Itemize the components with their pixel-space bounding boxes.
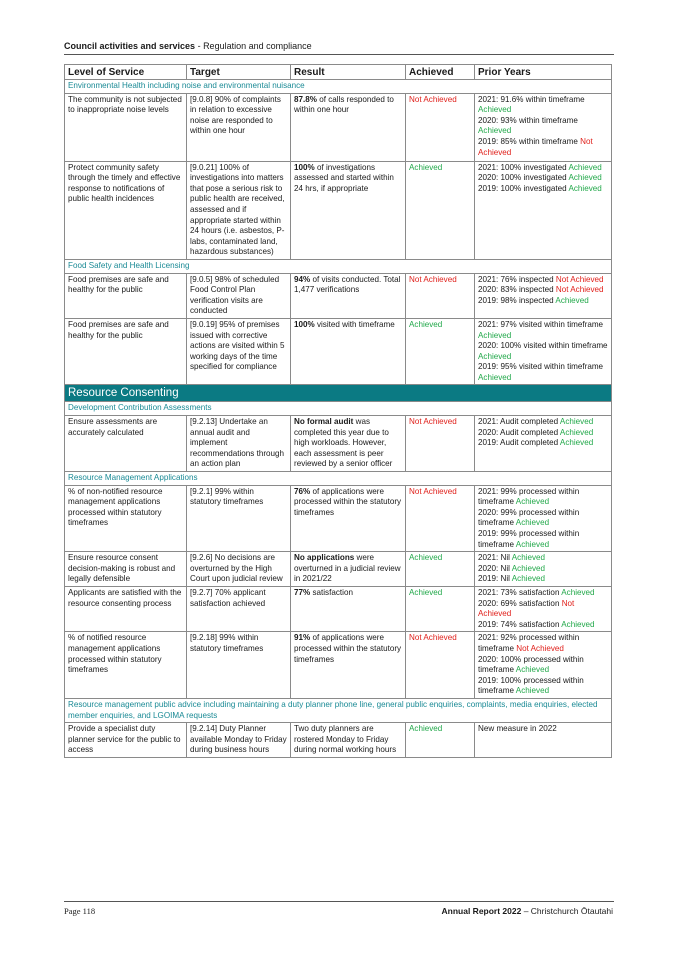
prior-year-text: 2021: Nil — [478, 553, 510, 563]
table-row — [65, 273, 612, 318]
target: [9.2.1] 99% within statutory timeframes — [187, 485, 291, 552]
result-text: of applications were processed within the statutory timeframes — [294, 486, 402, 517]
table-row — [65, 632, 612, 699]
result-value: 76% — [294, 486, 311, 496]
target: [9.2.13] Undertake an annual audit and implement recommendations through an action plan — [187, 416, 291, 472]
prior-years — [475, 93, 612, 161]
target: [9.2.7] 70% applicant satisfaction achieved — [187, 586, 291, 631]
result — [291, 485, 406, 552]
prior-years — [475, 632, 612, 699]
prior-year-text: 2019: 85% within timeframe — [478, 136, 578, 146]
section-row — [65, 472, 612, 486]
achieved-status: Achieved — [406, 586, 475, 631]
result-value: 100% — [294, 319, 315, 329]
prior-year-status: Achieved — [511, 563, 546, 573]
achieved-status: Achieved — [406, 723, 475, 758]
level-of-service: % of notified resource management applications processed within statutory timeframes — [65, 632, 187, 699]
result — [291, 161, 406, 259]
result-text: of visits conducted. Total 1,477 verifications — [294, 274, 401, 295]
level-of-service: Food premises are safe and healthy for the public — [65, 273, 187, 318]
target: [9.2.6] No decisions are overturned by the High Court upon judicial review — [187, 552, 291, 587]
section-title: Food Safety and Health Licensing — [65, 259, 612, 273]
level-of-service: Applicants are satisfied with the resource consenting process — [65, 586, 187, 631]
prior-year-text: 2020: 93% within timeframe — [478, 115, 578, 125]
result — [291, 318, 406, 385]
prior-year-text: 2021: 92% processed within timeframe — [478, 633, 580, 653]
header-section: Council activities and services — [64, 41, 196, 51]
result — [291, 93, 406, 161]
category-band — [65, 385, 612, 402]
achieved-status: Achieved — [406, 552, 475, 587]
prior-year-text: 2019: 98% inspected — [478, 295, 554, 305]
prior-year-text: 2020: 69% satisfaction — [478, 598, 560, 608]
prior-years — [475, 552, 612, 587]
result-value: 94% — [294, 274, 311, 284]
prior-year-text: 2020: 100% visited within timeframe — [478, 341, 608, 351]
prior-years: New measure in 2022 — [475, 723, 612, 758]
prior-year-text: 2020: 100% processed within timeframe — [478, 654, 584, 675]
prior-year-text: 2019: 100% investigated — [478, 183, 567, 193]
report-name: Annual Report 2022 — [441, 906, 522, 916]
prior-year-status: Achieved — [559, 417, 594, 427]
prior-year-status: Achieved — [478, 126, 512, 136]
prior-year-text: 2019: 100% processed within timeframe — [478, 675, 584, 696]
level-of-service: Food premises are safe and healthy for the public — [65, 318, 187, 385]
prior-year-text: 2019: 74% satisfaction — [478, 619, 560, 629]
result-text: of calls responded to within one hour — [294, 94, 394, 115]
col-header-target: Target — [187, 65, 291, 80]
prior-year-text: 2021: 76% inspected — [478, 274, 554, 284]
prior-years — [475, 416, 612, 472]
prior-year-status: Achieved — [478, 105, 512, 115]
prior-year-text: 2021: 100% investigated — [478, 162, 567, 172]
col-header-prior-years: Prior Years — [475, 65, 612, 80]
level-of-service: Provide a specialist duty planner service for the public to access — [65, 723, 187, 758]
prior-year-text: 2019: 95% visited within timeframe — [478, 362, 604, 372]
section-title: Resource management public advice including maintaining a duty planner phone line, general public enquiries, complaints, media enquiries, elected member enquiries, and LGOIMA requests — [65, 698, 612, 722]
table-row — [65, 416, 612, 472]
table-row — [65, 723, 612, 758]
prior-years — [475, 318, 612, 385]
prior-years — [475, 273, 612, 318]
prior-year-status: Achieved — [568, 183, 602, 193]
result-text: of investigations assessed and started within 24 hrs, if appropriate — [294, 162, 394, 193]
report-title — [442, 906, 613, 916]
table-row — [65, 552, 612, 587]
achieved-status: Not Achieved — [406, 632, 475, 699]
prior-year-text: 2021: 73% satisfaction — [478, 587, 560, 597]
section-row — [65, 80, 612, 94]
target: [9.2.18] 99% within statutory timeframes — [187, 632, 291, 699]
achieved-status: Achieved — [406, 318, 475, 385]
prior-year-status: Achieved — [515, 539, 550, 549]
prior-year-status: Achieved — [478, 330, 512, 340]
header-rule — [64, 54, 614, 55]
table-row — [65, 318, 612, 385]
prior-year-text: 2020: 100% investigated — [478, 173, 567, 183]
col-header-result: Result — [291, 65, 406, 80]
prior-year-status: Achieved — [568, 162, 602, 172]
result-text: were overturned in a judicial review in 2021/22 — [294, 553, 401, 584]
category-title: Resource Consenting — [65, 385, 612, 402]
prior-year-text: 2019: Audit completed — [478, 438, 559, 448]
col-header-achieved: Achieved — [406, 65, 475, 80]
level-of-service: Ensure resource consent decision-making is robust and legally defensible — [65, 552, 187, 587]
result-text: was completed this year due to high workloads. However, each assessment is peer reviewed by a senior officer — [294, 417, 393, 469]
prior-year-status: Not Achieved — [555, 285, 604, 295]
prior-years — [475, 586, 612, 631]
prior-year-status: Achieved — [511, 553, 546, 563]
level-of-service: Protect community safety through the timely and effective response to notifications of public health incidences — [65, 161, 187, 259]
section-row — [65, 698, 612, 722]
prior-year-text: 2020: Audit completed — [478, 427, 559, 437]
result-value: No applications — [294, 553, 355, 563]
prior-year-text: 2020: 99% processed within timeframe — [478, 507, 580, 528]
result-value: No formal audit — [294, 417, 354, 427]
prior-year-status: Achieved — [515, 497, 550, 507]
section-title: Resource Management Applications — [65, 472, 612, 486]
result — [291, 273, 406, 318]
table-header-row — [65, 65, 612, 80]
target: [9.0.8] 90% of complaints in relation to excessive noise are responded to within one hour — [187, 93, 291, 161]
target: [9.0.19] 95% of premises issued with corrective actions are visited within 5 working days of the time specified for compliance — [187, 318, 291, 385]
prior-year-status: Achieved — [515, 686, 550, 696]
achieved-status: Not Achieved — [406, 485, 475, 552]
result — [291, 632, 406, 699]
page-header — [64, 41, 614, 52]
prior-year-status: Achieved — [568, 173, 602, 183]
footer-rule — [64, 901, 614, 902]
prior-year-status: Achieved — [561, 587, 595, 597]
table-row — [65, 485, 612, 552]
target: [9.0.21] 100% of investigations into matters that pose a serious risk to public health are received, assessed and if appropriate started within 24 hours (i.e. asbestos, P-labs, contaminated land, hazardous substances) — [187, 161, 291, 259]
achieved-status: Achieved — [406, 161, 475, 259]
prior-year-status: Achieved — [515, 665, 550, 675]
result-value: 100% — [294, 162, 315, 172]
performance-table — [64, 64, 612, 758]
result: Two duty planners are rostered Monday to Friday during normal working hours — [291, 723, 406, 758]
prior-year-status: Not Achieved — [478, 136, 593, 157]
achieved-status: Not Achieved — [406, 93, 475, 161]
result — [291, 552, 406, 587]
col-header-level: Level of Service — [65, 65, 187, 80]
prior-year-text: 2019: 99% processed within timeframe — [478, 529, 580, 549]
target: [9.2.14] Duty Planner available Monday to Friday during business hours — [187, 723, 291, 758]
report-city: Christchurch Ōtautahi — [530, 906, 613, 916]
prior-year-text: 2020: Nil — [478, 563, 510, 573]
result — [291, 586, 406, 631]
result — [291, 416, 406, 472]
prior-year-text: 2020: 83% inspected — [478, 285, 554, 295]
prior-year-text: 2019: Nil — [478, 574, 510, 584]
prior-year-status: Achieved — [478, 351, 512, 361]
prior-year-status: Achieved — [511, 574, 546, 584]
prior-year-text: 2021: Audit completed — [478, 417, 559, 427]
section-row — [65, 402, 612, 416]
result-text: satisfaction — [310, 587, 353, 597]
level-of-service: Ensure assessments are accurately calculated — [65, 416, 187, 472]
result-value: 91% — [294, 633, 311, 643]
result-text: of applications were processed within the statutory timeframes — [294, 633, 402, 664]
header-subsection: Regulation and compliance — [203, 41, 312, 51]
target: [9.0.5] 98% of scheduled Food Control Plan verification visits are conducted — [187, 273, 291, 318]
section-row — [65, 259, 612, 273]
prior-year-text: 2021: 99% processed within timeframe — [478, 486, 580, 507]
result-value: 77% — [294, 587, 311, 597]
prior-year-status: Achieved — [478, 372, 512, 382]
achieved-status: Not Achieved — [406, 273, 475, 318]
section-title: Development Contribution Assessments — [65, 402, 612, 416]
prior-year-status: Not Achieved — [516, 643, 564, 653]
prior-year-text: 2021: 91.6% within timeframe — [478, 94, 585, 104]
level-of-service: The community is not subjected to inappropriate noise levels — [65, 93, 187, 161]
prior-year-text: 2021: 97% visited within timeframe — [478, 319, 604, 329]
prior-year-status: Not Achieved — [478, 598, 575, 619]
prior-year-status: Not Achieved — [555, 274, 604, 284]
level-of-service: % of non-notified resource management applications processed within statutory timeframes — [65, 485, 187, 552]
header-sep: - — [195, 41, 204, 51]
result-value: 87.8% — [294, 94, 317, 104]
prior-year-status: Achieved — [559, 438, 594, 448]
prior-year-status: Achieved — [515, 518, 550, 528]
page-number: Page 118 — [64, 906, 96, 916]
prior-year-status: Achieved — [561, 619, 595, 629]
result-text: visited with timeframe — [314, 319, 395, 329]
report-dash: – — [521, 906, 531, 916]
prior-year-status: Achieved — [555, 295, 589, 305]
table-row — [65, 586, 612, 631]
table-row — [65, 93, 612, 161]
section-title: Environmental Health including noise and environmental nuisance — [65, 80, 612, 94]
prior-years — [475, 161, 612, 259]
achieved-status: Not Achieved — [406, 416, 475, 472]
prior-year-status: Achieved — [559, 427, 594, 437]
prior-years — [475, 485, 612, 552]
table-row — [65, 161, 612, 259]
